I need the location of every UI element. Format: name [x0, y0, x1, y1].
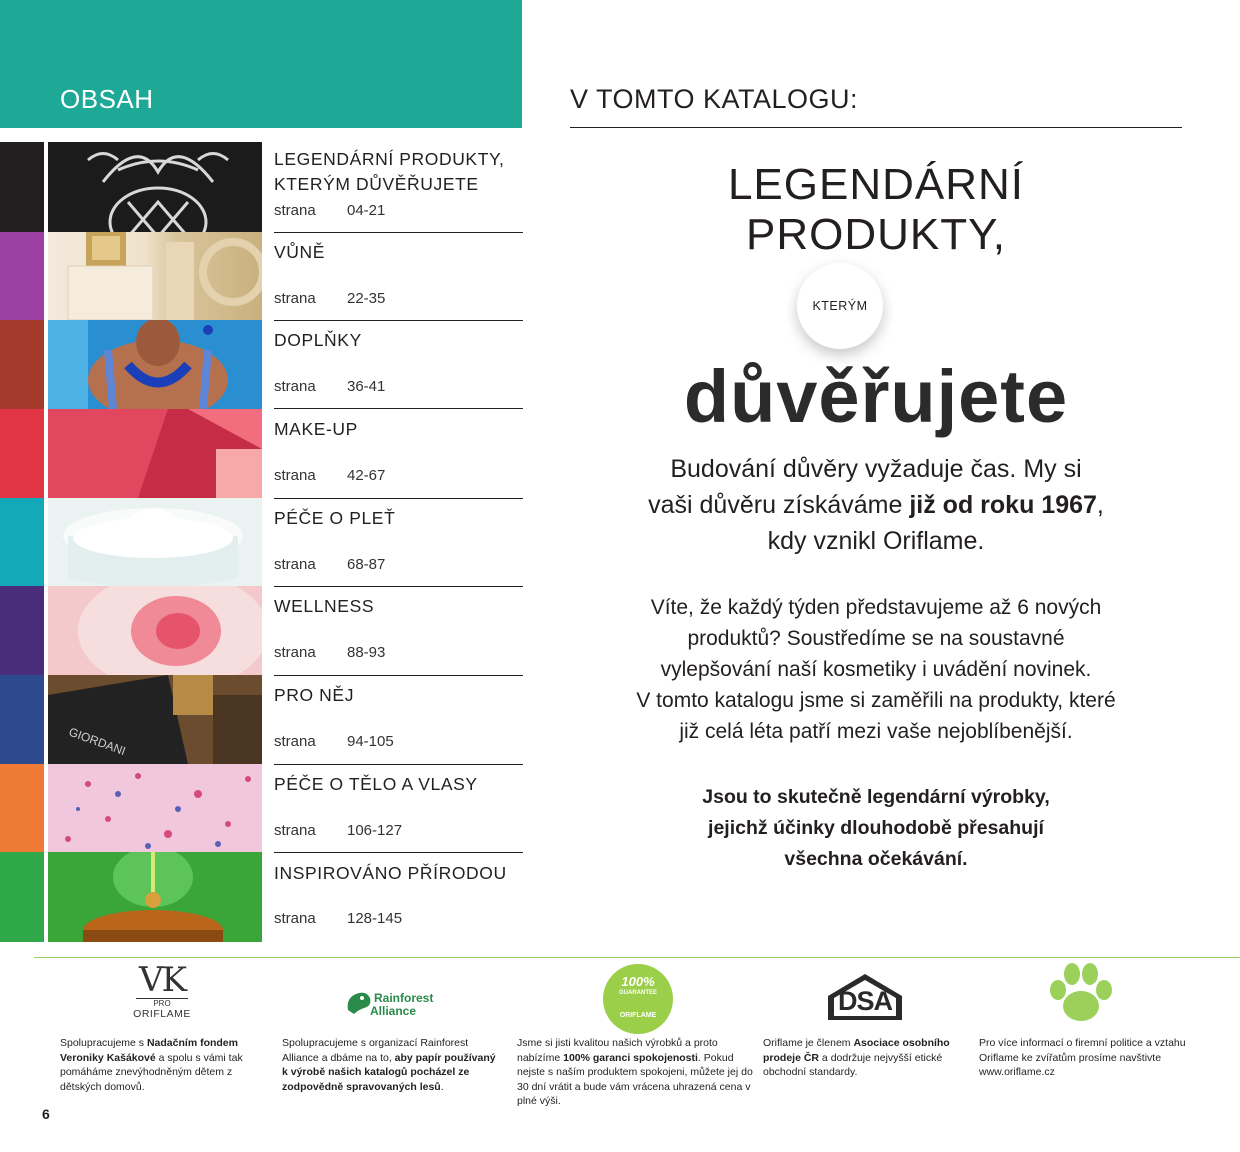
toc-title: KTERÝM DŮVĚŘUJETE [274, 174, 479, 194]
thumbnail-accessories [48, 320, 262, 409]
toc-item-legendary[interactable] [274, 147, 522, 232]
catalog-heading: V TOMTO KATALOGU: [570, 84, 859, 114]
toc-divider [274, 852, 523, 853]
body-line: již celá léta patří mezi vaše nejoblíbenější. [679, 720, 1073, 743]
bold-line: Jsou to skutečně legendární výrobky, [702, 786, 1050, 808]
toc-page-ref: strana 94-105 [274, 733, 394, 750]
thumbnail-nature [48, 852, 262, 942]
toc-title: PRO NĚJ [274, 685, 355, 705]
intro-line: vaši důvěru získáváme již od roku 1967, [648, 491, 1104, 519]
toc-page-ref: strana 68-87 [274, 556, 386, 573]
color-strip-makeup [0, 409, 44, 498]
toc-title: DOPLŇKY [274, 330, 362, 350]
color-strip-wellness [0, 586, 44, 675]
toc-page-ref: strana 42-67 [274, 467, 386, 484]
toc-page-ref: strana 36-41 [274, 378, 386, 395]
footer-text-dsa: Oriflame je členem Asociace osobního prodeje ČR a dodržuje nejvyšší etické obchodní standardy. [763, 1037, 950, 1078]
big-word: důvěřujete [683, 355, 1069, 438]
thumbnail-fragrance [48, 232, 262, 320]
toc-title: WELLNESS [274, 596, 375, 616]
bold-line: všechna očekávání. [784, 848, 968, 870]
toc-page-ref: strana 88-93 [274, 644, 386, 661]
intro-line: kdy vznikl Oriflame. [767, 527, 985, 555]
rainforest-alliance-logo: Rainforest Alliance [344, 986, 444, 1022]
toc-divider [274, 232, 523, 233]
color-strip-legendary [0, 142, 44, 232]
toc-page-ref: strana 22-35 [274, 290, 386, 307]
guarantee-badge-logo: 100% GUARANTEE ORIFLAME [603, 964, 673, 1034]
legend-title-line: PRODUKTY, [745, 210, 1007, 259]
thumbnail-makeup [48, 409, 262, 498]
toc-page-ref: strana 04-21 [274, 202, 386, 219]
toc-item-skincare[interactable] [274, 506, 522, 586]
toc-divider [274, 586, 523, 587]
color-strip-accessories [0, 320, 44, 409]
thumbnail-legendary [48, 142, 262, 232]
color-strip-nature [0, 852, 44, 942]
strip-separator [44, 142, 48, 942]
toc-item-fragrance[interactable] [274, 240, 522, 320]
toc-divider [274, 408, 523, 409]
thumbnail-wellness [48, 586, 262, 675]
body-paragraph [560, 592, 1192, 747]
color-strip-skincare [0, 498, 44, 586]
toc-title: LEGENDÁRNÍ PRODUKTY, [274, 149, 505, 169]
toc-item-wellness[interactable] [274, 594, 522, 674]
toc-title: PÉČE O PLEŤ [274, 508, 396, 528]
circle-text: KTERÝM [812, 299, 868, 313]
toc-divider [274, 498, 523, 499]
vk-pro-oriflame-logo: VK PRO ORIFLAME [133, 960, 191, 1020]
body-line: vylepšování naší kosmetiky i uvádění novinek. [660, 658, 1092, 681]
footer-text-guarantee: Jsme si jisti kvalitou našich výrobků a proto nabízíme 100% garanci spokojenosti. Pokud nejste s naším produktem spokojeni, můžete jej do 30 dní vrátit a bude vám vrácena uhrazená cena v plné výši. [517, 1037, 753, 1107]
toc-item-makeup[interactable] [274, 417, 522, 497]
footer-text-animals: Pro více informací o firemní politice a vztahu Oriflame ke zvířatům prosíme navštivte www.oriflame.cz [979, 1037, 1186, 1078]
toc-page-ref: strana 128-145 [274, 910, 403, 927]
section-title: OBSAH [60, 84, 154, 114]
toc-title: PÉČE O TĚLO A VLASY [274, 774, 478, 794]
paw-icon [1048, 962, 1114, 1024]
toc-item-men[interactable] [274, 683, 522, 763]
color-strip-fragrance [0, 232, 44, 320]
dsa-logo: DSA [826, 972, 904, 1022]
svg-text:GIORDANI: GIORDANI [66, 724, 128, 759]
footer-text-charity: Spolupracujeme s Nadačním fondem Veroniky Kašákové a spolu s vámi tak pomáháme znevýhodněným dětem z dětských domovů. [60, 1037, 243, 1093]
body-line: Víte, že každý týden představujeme až 6 nových [650, 596, 1102, 619]
toc-page-ref: strana 106-127 [274, 822, 403, 839]
legend-title-line: LEGENDÁRNÍ [727, 160, 1025, 209]
bold-paragraph [570, 782, 1182, 875]
toc-divider [274, 764, 523, 765]
body-line: produktů? Soustředíme se na soustavné [687, 627, 1065, 650]
footer-rule [34, 957, 1240, 958]
heading-rule [570, 127, 1182, 128]
toc-divider [274, 675, 523, 676]
toc-title: MAKE-UP [274, 419, 358, 439]
footer-text-rainforest: Spolupracujeme s organizací Rainforest Alliance a dbáme na to, aby papír používaný k výrobě našich katalogů pocházel ze zodpovědně spravovaných lesů. [282, 1037, 496, 1093]
toc-item-accessories[interactable] [274, 328, 522, 408]
body-line: V tomto katalogu jsme si zaměřili na produkty, které [636, 689, 1116, 712]
thumbnail-skincare [48, 498, 262, 586]
color-strip-men [0, 675, 44, 764]
toc-item-nature[interactable] [274, 861, 522, 941]
toc-divider [274, 320, 523, 321]
kterym-circle [797, 263, 883, 349]
intro-line: Budování důvěry vyžaduje čas. My si [670, 455, 1082, 483]
toc-title: VŮNĚ [274, 242, 326, 262]
thumbnail-men [48, 675, 262, 764]
bold-line: jejichž účinky dlouhodobě přesahují [708, 817, 1044, 839]
thumbnail-bodycare [48, 764, 262, 852]
legend-title [570, 160, 1182, 260]
intro-paragraph [570, 451, 1182, 559]
toc-title: INSPIROVÁNO PŘÍRODOU [274, 863, 507, 883]
color-strip-bodycare [0, 764, 44, 852]
page-number: 6 [42, 1106, 50, 1122]
toc-item-bodycare[interactable] [274, 772, 522, 852]
